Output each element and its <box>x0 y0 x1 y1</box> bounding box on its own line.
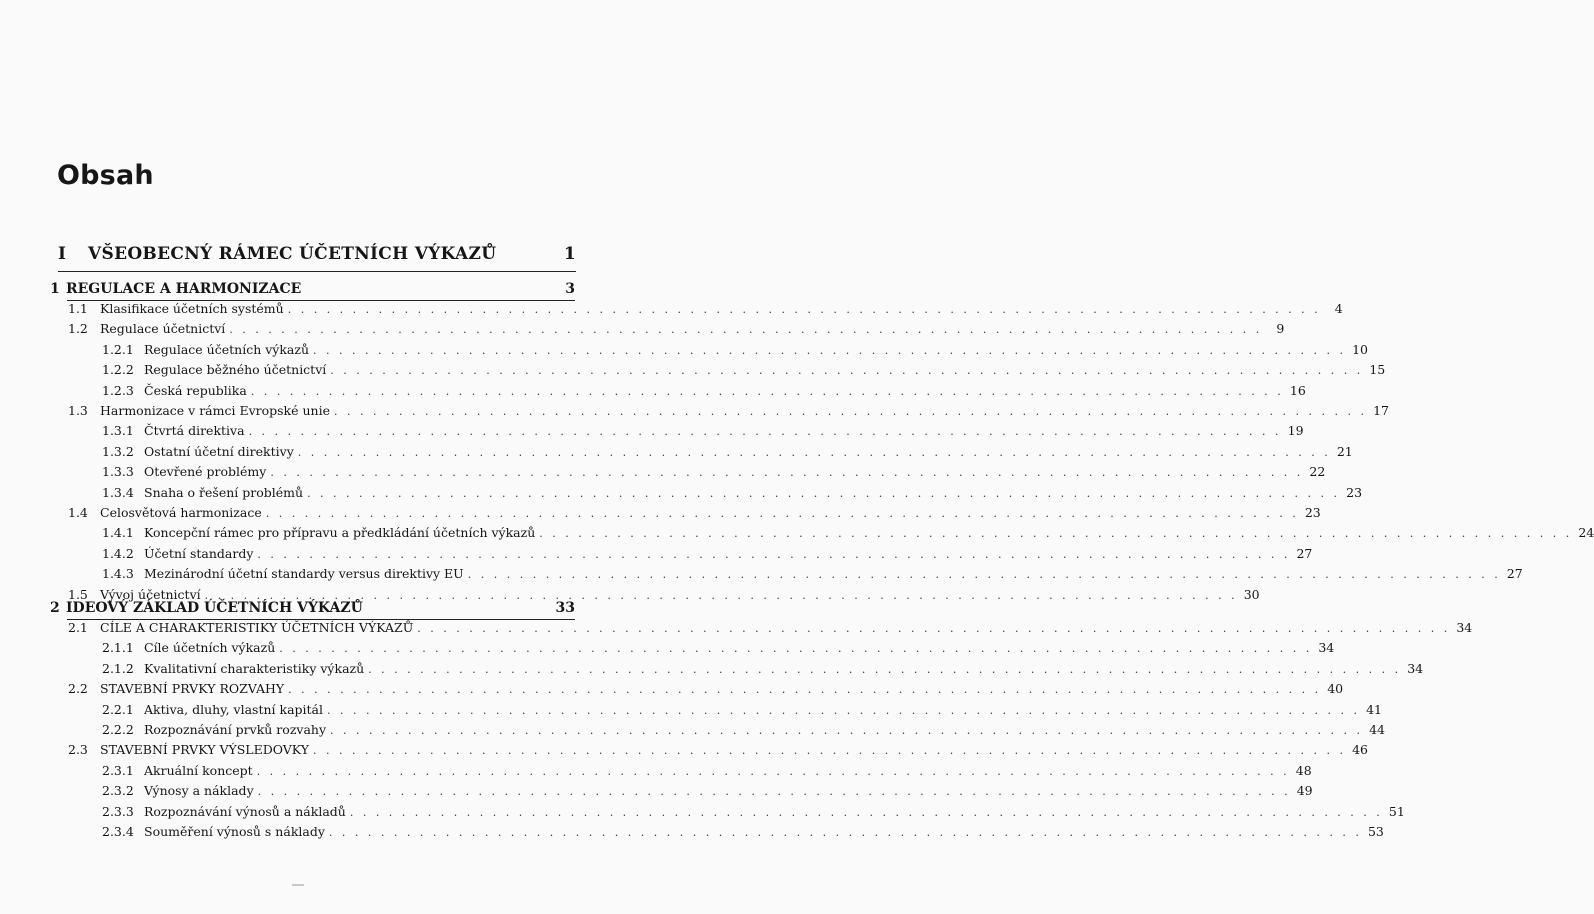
dot-leader: . . . . . . . . . . . . . . . . . . . . . . . . . . . . . . . . . . . . . . . . . . . . . . . . . . . . . . . . . . . . . . . . . . . . . . . . . . . . . . . . <box>257 785 1291 799</box>
entry-page: 44 <box>1369 722 1385 737</box>
toc-subsection-row <box>102 762 1312 779</box>
entry-label: Akruální koncept <box>144 762 253 778</box>
chapter-heading <box>50 600 575 616</box>
toc-subsection-row <box>102 824 1384 840</box>
entry-label: Výnosy a náklady <box>144 783 254 799</box>
entry-label: Souměření výnosů s náklady <box>144 824 325 839</box>
entry-page: 51 <box>1388 803 1405 819</box>
chapter-page: 33 <box>555 600 575 616</box>
entry-number: 1.4.1 <box>102 525 134 541</box>
part-page: 1 <box>563 244 576 264</box>
entry-number: 2.3.1 <box>102 762 134 778</box>
toc-subsection-row <box>102 701 1382 718</box>
part-label: VŠEOBECNÝ RÁMEC ÚČETNÍCH VÝKAZŮ <box>88 244 497 264</box>
dot-leader: . . . . . . . . . . . . . . . . . . . . . . . . . . . . . . . . . . . . . . . . . . . . . . . . . . . . . . . . . . . . . . . . . . . . . . . . . . . . . . . . <box>256 764 1290 778</box>
entry-label: Česká republika <box>144 382 247 398</box>
entry-label: Kvalitativní charakteristiky výkazů <box>144 660 365 676</box>
chapter-number: 2 <box>50 600 60 616</box>
entry-number: 2.2.1 <box>102 701 134 717</box>
dot-leader: . . . . . . . . . . . . . . . . . . . . . . . . . . . . . . . . . . . . . . . . . . . . . . . . . . . . . . . . . . . . . . . . . . . . . . . . . . . . . . . . <box>417 622 1451 635</box>
dot-leader: . . . . . . . . . . . . . . . . . . . . . . . . . . . . . . . . . . . . . . . . . . . . . . . . . . . . . . . . . . . . . . . . . . . . . . . . . . . . . . . . <box>248 425 1282 439</box>
entry-number: 1.4.3 <box>102 566 134 582</box>
toc-subsection-row <box>102 362 1386 378</box>
dot-leader: . . . . . . . . . . . . . . . . . . . . . . . . . . . . . . . . . . . . . . . . . . . . . . . . . . . . . . . . . . . . . . . . . . . . . . . . . . . . . . . . <box>539 527 1573 541</box>
entry-label: Regulace účetních výkazů <box>144 341 310 357</box>
entry-page: 40 <box>1327 681 1344 697</box>
toc-section-row <box>68 301 1343 317</box>
toc-subsection-row <box>102 382 1306 399</box>
chapter-label: IDEOVÝ ZÁKLAD ÚČETNÍCH VÝKAZŮ <box>66 600 363 616</box>
entry-number: 2.3 <box>68 742 88 758</box>
chapter-page: 3 <box>565 281 575 297</box>
entry-number: 1.2 <box>68 321 88 337</box>
dot-leader: . . . . . . . . . . . . . . . . . . . . . . . . . . . . . . . . . . . . . . . . . . . . . . . . . . . . . . . . . . . . . . . . . . . . . . . . . . . . . . . . <box>287 303 1321 316</box>
entry-number: 2.1 <box>68 620 88 635</box>
entry-page: 34 <box>1456 620 1473 635</box>
entry-label: Rozpoznávání prvků rozvahy <box>144 722 327 737</box>
entry-number: 1.4.2 <box>102 545 134 561</box>
dot-leader: . . . . . . . . . . . . . . . . . . . . . . . . . . . . . . . . . . . . . . . . . . . . . . . . . . . . . . . . . . . . . . . . . . . . . . . . . . . . . . . . <box>330 364 1364 378</box>
dot-leader: . . . . . . . . . . . . . . . . . . . . . . . . . . . . . . . . . . . . . . . . . . . . . . . . . . . . . . . . . . . . . . . . . . . . . . . . . . . . . . . . <box>349 805 1383 819</box>
toc-subsection-row <box>102 566 1523 582</box>
page-mark <box>292 884 304 886</box>
entry-number: 2.2 <box>68 681 88 697</box>
entry-label: CÍLE A CHARAKTERISTIKY ÚČETNÍCH VÝKAZŮ <box>100 620 414 635</box>
entry-label: Cíle účetních výkazů <box>144 640 276 656</box>
entry-label: Aktiva, dluhy, vlastní kapitál <box>144 701 324 717</box>
entry-number: 2.1.1 <box>102 640 134 656</box>
entry-number: 1.3.2 <box>102 443 134 459</box>
dot-leader: . . . . . . . . . . . . . . . . . . . . . . . . . . . . . . . . . . . . . . . . . . . . . . . . . . . . . . . . . . . . . . . . . . . . . . . . . . . . . . . . <box>265 507 1299 520</box>
entry-label: Harmonizace v rámci Evropské unie <box>100 403 330 418</box>
dot-leader: . . . . . . . . . . . . . . . . . . . . . . . . . . . . . . . . . . . . . . . . . . . . . . . . . . . . . . . . . . . . . . . . . . . . . . . . . . . . . . . . <box>204 588 1238 602</box>
toc-section-row <box>68 505 1321 521</box>
entry-label: Koncepční rámec pro přípravu a předkládání účetních výkazů <box>144 525 536 541</box>
toc-subsection-row <box>102 423 1304 439</box>
entry-page: 46 <box>1352 742 1369 758</box>
entry-label: Mezinárodní účetní standardy versus direktivy EU <box>144 566 464 582</box>
part-number: I <box>58 244 67 264</box>
entry-label: Vývoj účetnictví <box>100 586 201 602</box>
entry-label: Čtvrtá direktiva <box>144 423 245 439</box>
toc-subsection-row <box>102 341 1368 358</box>
entry-page: 4 <box>1334 301 1343 316</box>
entry-label: STAVEBNÍ PRVKY ROZVAHY <box>100 681 285 697</box>
entry-number: 2.3.3 <box>102 803 134 819</box>
entry-label: Účetní standardy <box>144 545 254 561</box>
dot-leader: . . . . . . . . . . . . . . . . . . . . . . . . . . . . . . . . . . . . . . . . . . . . . . . . . . . . . . . . . . . . . . . . . . . . . . . . . . . . . . . . <box>313 343 1346 357</box>
entry-number: 1.3.3 <box>102 464 134 480</box>
entry-label: Regulace běžného účetnictví <box>144 362 327 378</box>
dot-leader: . . . . . . . . . . . . . . . . . . . . . . . . . . . . . . . . . . . . . . . . . . . . . . . . . . . . . . . . . . . . . . . . . . . . . . . . . . . . . . . . <box>229 323 1263 337</box>
entry-number: 1.2.3 <box>102 382 134 398</box>
entry-page: 16 <box>1289 382 1306 398</box>
toc-subsection-row <box>102 803 1405 820</box>
entry-number: 1.1 <box>68 301 88 316</box>
entry-page: 19 <box>1287 423 1304 439</box>
entry-number: 1.3 <box>68 403 88 418</box>
dot-leader: . . . . . . . . . . . . . . . . . . . . . . . . . . . . . . . . . . . . . . . . . . . . . . . . . . . . . . . . . . . . . . . . . . . . . . . . . . . . . . . . <box>327 703 1360 717</box>
dot-leader: . . . . . . . . . . . . . . . . . . . . . . . . . . . . . . . . . . . . . . . . . . . . . . . . . . . . . . . . . . . . . . . . . . . . . . . . . . . . . . . . <box>257 547 1291 561</box>
entry-page: 27 <box>1506 566 1523 582</box>
entry-page: 34 <box>1318 640 1335 656</box>
part-heading <box>58 244 576 264</box>
chapter-number: 1 <box>50 281 60 297</box>
entry-number: 2.3.4 <box>102 824 134 839</box>
dot-leader: . . . . . . . . . . . . . . . . . . . . . . . . . . . . . . . . . . . . . . . . . . . . . . . . . . . . . . . . . . . . . . . . . . . . . . . . . . . . . . . . <box>270 466 1304 480</box>
entry-page: 9 <box>1276 321 1285 337</box>
toc-section-row <box>68 681 1344 697</box>
entry-page: 10 <box>1352 341 1368 357</box>
toc-section-row <box>68 403 1389 419</box>
page-title: Obsah <box>57 160 154 191</box>
entry-page: 22 <box>1309 464 1326 480</box>
entry-label: Regulace účetnictví <box>100 321 226 337</box>
entry-label: Ostatní účetní direktivy <box>144 443 294 459</box>
entry-number: 1.2.2 <box>102 362 134 378</box>
entry-page: 15 <box>1369 362 1386 378</box>
entry-page: 48 <box>1295 762 1312 778</box>
toc-section-row <box>68 742 1369 758</box>
entry-page: 49 <box>1296 783 1313 799</box>
entry-number: 2.2.2 <box>102 722 134 737</box>
entry-number: 1.2.1 <box>102 341 134 357</box>
dot-leader: . . . . . . . . . . . . . . . . . . . . . . . . . . . . . . . . . . . . . . . . . . . . . . . . . . . . . . . . . . . . . . . . . . . . . . . . . . . . . . . . <box>368 662 1402 676</box>
toc-subsection-row <box>102 525 1594 541</box>
entry-page: 23 <box>1346 484 1363 500</box>
dot-leader: . . . . . . . . . . . . . . . . . . . . . . . . . . . . . . . . . . . . . . . . . . . . . . . . . . . . . . . . . . . . . . . . . . . . . . . . . . . . . . . . <box>330 724 1363 737</box>
dot-leader: . . . . . . . . . . . . . . . . . . . . . . . . . . . . . . . . . . . . . . . . . . . . . . . . . . . . . . . . . . . . . . . . . . . . . . . . . . . . . . . . <box>334 405 1367 418</box>
entry-number: 1.5 <box>68 586 88 602</box>
entry-label: STAVEBNÍ PRVKY VÝSLEDOVKY <box>100 742 310 758</box>
entry-page: 23 <box>1304 505 1321 520</box>
chapter-label: REGULACE A HARMONIZACE <box>66 281 302 297</box>
toc-subsection-row <box>102 443 1353 460</box>
toc-section-row <box>68 321 1285 337</box>
entry-label: Rozpoznávání výnosů a nákladů <box>144 803 346 819</box>
entry-label: Celosvětová harmonizace <box>100 505 262 520</box>
entry-page: 53 <box>1367 824 1384 839</box>
toc-section-row <box>68 620 1473 636</box>
entry-page: 21 <box>1336 443 1353 459</box>
dot-leader: . . . . . . . . . . . . . . . . . . . . . . . . . . . . . . . . . . . . . . . . . . . . . . . . . . . . . . . . . . . . . . . . . . . . . . . . . . . . . . . . <box>328 826 1362 839</box>
dot-leader: . . . . . . . . . . . . . . . . . . . . . . . . . . . . . . . . . . . . . . . . . . . . . . . . . . . . . . . . . . . . . . . . . . . . . . . . . . . . . . . . <box>297 445 1331 459</box>
dot-leader: . . . . . . . . . . . . . . . . . . . . . . . . . . . . . . . . . . . . . . . . . . . . . . . . . . . . . . . . . . . . . . . . . . . . . . . . . . . . . . . . <box>313 744 1347 758</box>
entry-number: 1.4 <box>68 505 88 520</box>
entry-page: 41 <box>1366 701 1382 717</box>
toc-subsection-row <box>102 640 1335 656</box>
toc-subsection-row <box>102 545 1313 562</box>
toc-subsection-row <box>102 484 1363 501</box>
entry-number: 2.3.2 <box>102 783 134 799</box>
entry-page: 24 <box>1578 525 1594 541</box>
entry-number: 1.3.4 <box>102 484 134 500</box>
entry-number: 2.1.2 <box>102 660 134 676</box>
part-divider <box>58 271 576 272</box>
entry-number: 1.3.1 <box>102 423 134 439</box>
entry-label: Otevřené problémy <box>144 464 267 480</box>
toc-subsection-row <box>102 783 1313 799</box>
entry-page: 30 <box>1243 586 1260 602</box>
dot-leader: . . . . . . . . . . . . . . . . . . . . . . . . . . . . . . . . . . . . . . . . . . . . . . . . . . . . . . . . . . . . . . . . . . . . . . . . . . . . . . . . <box>288 683 1322 697</box>
toc-subsection-row <box>102 722 1385 738</box>
entry-label: Snaha o řešení problémů <box>144 484 304 500</box>
dot-leader: . . . . . . . . . . . . . . . . . . . . . . . . . . . . . . . . . . . . . . . . . . . . . . . . . . . . . . . . . . . . . . . . . . . . . . . . . . . . . . . . <box>250 384 1284 398</box>
dot-leader: . . . . . . . . . . . . . . . . . . . . . . . . . . . . . . . . . . . . . . . . . . . . . . . . . . . . . . . . . . . . . . . . . . . . . . . . . . . . . . . . <box>467 568 1501 582</box>
dot-leader: . . . . . . . . . . . . . . . . . . . . . . . . . . . . . . . . . . . . . . . . . . . . . . . . . . . . . . . . . . . . . . . . . . . . . . . . . . . . . . . . <box>279 642 1313 656</box>
entry-label: Klasifikace účetních systémů <box>100 301 284 316</box>
entry-page: 27 <box>1296 545 1313 561</box>
dot-leader: . . . . . . . . . . . . . . . . . . . . . . . . . . . . . . . . . . . . . . . . . . . . . . . . . . . . . . . . . . . . . . . . . . . . . . . . . . . . . . . . <box>307 486 1341 500</box>
toc-subsection-row <box>102 660 1424 677</box>
entry-page: 17 <box>1373 403 1389 418</box>
toc-subsection-row <box>102 464 1326 480</box>
entry-page: 34 <box>1407 660 1424 676</box>
chapter-heading <box>50 281 575 297</box>
